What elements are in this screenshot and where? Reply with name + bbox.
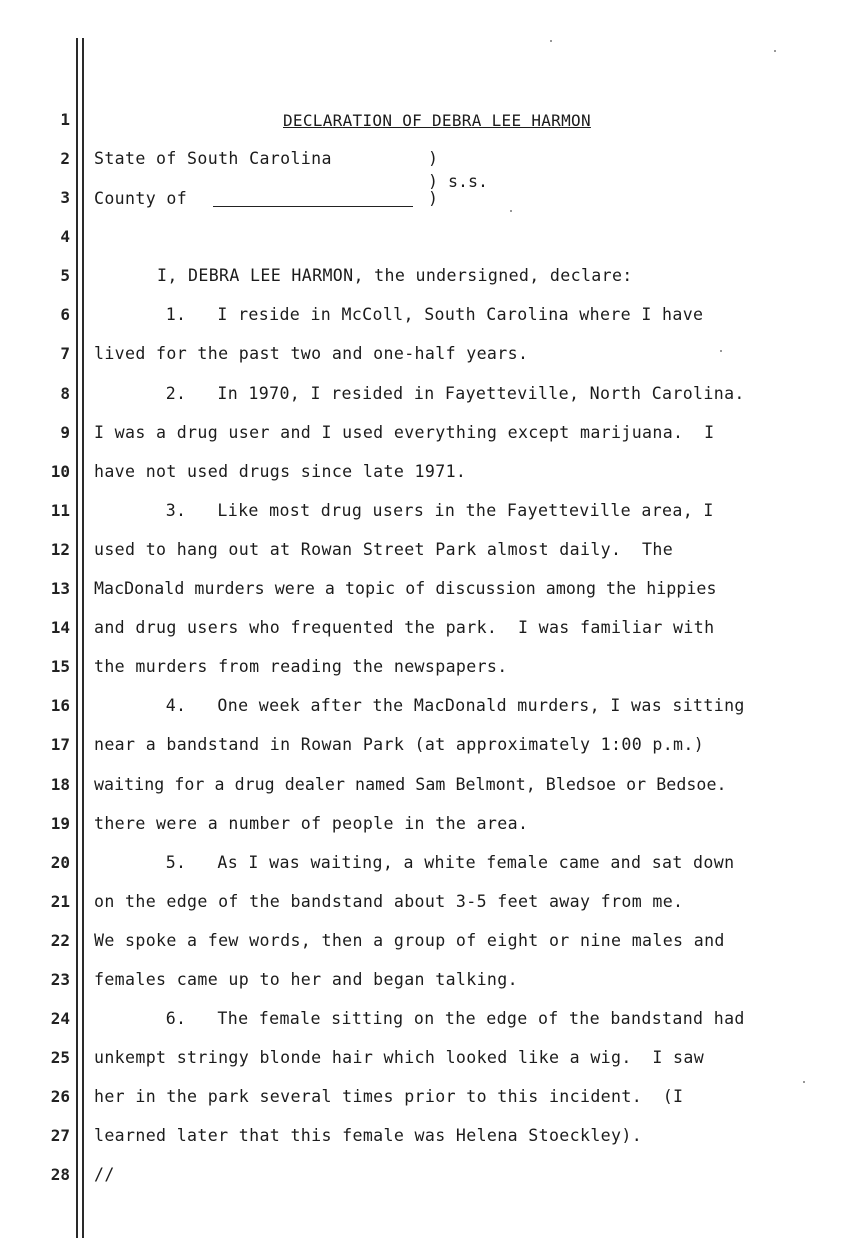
line-number: 12 [50, 540, 70, 559]
line-number: 27 [50, 1126, 70, 1145]
line-number: 22 [50, 931, 70, 950]
line-number: 2 [60, 149, 70, 168]
body-line: females came up to her and began talking. [94, 970, 518, 989]
body-line: the murders from reading the newspapers. [94, 657, 508, 676]
line-number: 17 [50, 735, 70, 754]
line-number: 13 [50, 579, 70, 598]
scan-speck [720, 350, 722, 352]
line-number: 5 [60, 266, 70, 285]
body-line: 2. In 1970, I resided in Fayetteville, North Carolina. [114, 384, 745, 403]
caption-county: County of [94, 189, 188, 208]
body-line: waiting for a drug dealer named Sam Belmont, Bledsoe or Bedsoe. [94, 775, 727, 794]
left-margin-rule [76, 38, 78, 1238]
body-line: have not used drugs since late 1971. [94, 462, 467, 481]
body-line: 4. One week after the MacDonald murders, I was sitting [114, 696, 745, 715]
scan-speck [803, 1081, 805, 1083]
body-line: I, DEBRA LEE HARMON, the undersigned, declare: [157, 266, 633, 285]
body-line: used to hang out at Rowan Street Park almost daily. The [94, 540, 674, 559]
caption-state: State of South Carolina [94, 149, 332, 168]
line-number: 14 [50, 618, 70, 637]
body-line: MacDonald murders were a topic of discussion among the hippies [94, 579, 717, 598]
body-line: 5. As I was waiting, a white female came and sat down [114, 853, 735, 872]
line-number: 19 [50, 814, 70, 833]
line-number: 16 [50, 696, 70, 715]
line-number: 6 [60, 305, 70, 324]
body-line: 3. Like most drug users in the Fayetteville area, I [114, 501, 714, 520]
body-line: // [94, 1165, 115, 1184]
body-line: and drug users who frequented the park. I was familiar with [94, 618, 715, 637]
scan-speck [774, 50, 776, 52]
caption-paren: ) [428, 189, 438, 208]
body-line: We spoke a few words, then a group of eight or nine males and [94, 931, 725, 950]
line-number: 24 [50, 1009, 70, 1028]
line-number: 11 [50, 501, 70, 520]
line-number: 7 [60, 344, 70, 363]
line-number: 28 [50, 1165, 70, 1184]
body-line: 6. The female sitting on the edge of the bandstand had [114, 1009, 745, 1028]
document-title: DECLARATION OF DEBRA LEE HARMON [283, 111, 591, 130]
line-number: 10 [50, 462, 70, 481]
line-number: 3 [60, 188, 70, 207]
body-line: lived for the past two and one-half years. [94, 344, 529, 363]
body-line: 1. I reside in McColl, South Carolina where I have [114, 305, 704, 324]
line-number: 26 [50, 1087, 70, 1106]
line-number: 23 [50, 970, 70, 989]
line-number: 25 [50, 1048, 70, 1067]
body-line: I was a drug user and I used everything except marijuana. I [94, 423, 715, 442]
body-line: her in the park several times prior to this incident. (I [94, 1087, 684, 1106]
line-number: 9 [60, 423, 70, 442]
left-margin-rule-inner [82, 38, 84, 1238]
line-number: 4 [60, 227, 70, 246]
body-line: near a bandstand in Rowan Park (at approximately 1:00 p.m.) [94, 735, 705, 754]
line-number: 20 [50, 853, 70, 872]
line-number: 18 [50, 775, 70, 794]
scan-speck [550, 40, 552, 42]
line-number: 15 [50, 657, 70, 676]
caption-paren: ) [428, 149, 438, 168]
body-line: there were a number of people in the area. [94, 814, 529, 833]
line-number: 21 [50, 892, 70, 911]
body-line: unkempt stringy blonde hair which looked like a wig. I saw [94, 1048, 705, 1067]
scan-speck [510, 210, 512, 212]
line-number: 1 [60, 110, 70, 129]
body-line: on the edge of the bandstand about 3-5 feet away from me. [94, 892, 684, 911]
body-line: learned later that this female was Helena Stoeckley). [94, 1126, 643, 1145]
line-number: 8 [60, 384, 70, 403]
county-blank-line [213, 206, 413, 207]
caption-ss: ) s.s. [428, 172, 488, 191]
